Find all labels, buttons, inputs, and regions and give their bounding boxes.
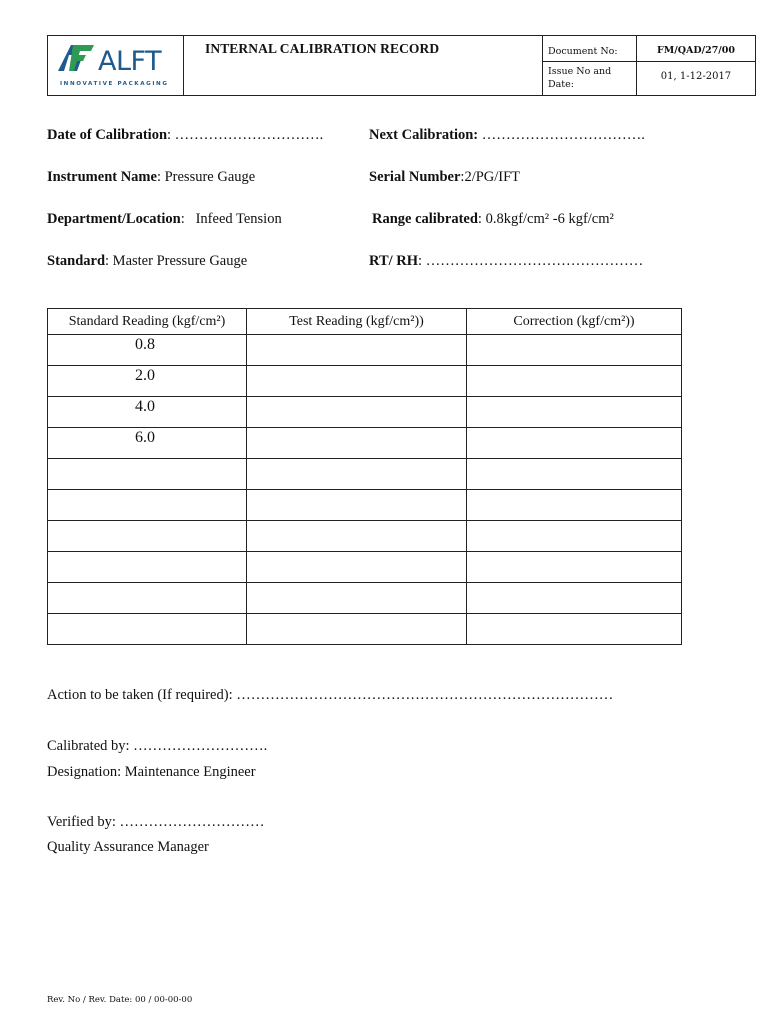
table-row — [48, 459, 682, 490]
standard-reading-cell[interactable] — [48, 552, 247, 583]
table-row — [48, 490, 682, 521]
quality-assurance-manager: Quality Assurance Manager — [47, 839, 209, 855]
test-reading-cell[interactable] — [247, 428, 467, 459]
title-cell — [183, 36, 543, 95]
table-row — [48, 366, 682, 397]
test-reading-cell[interactable] — [247, 583, 467, 614]
date-of-calibration-label: Date of Calibration — [47, 127, 168, 143]
correction-cell[interactable] — [467, 552, 682, 583]
column-header-correction: Correction (kgf/cm²)) — [467, 309, 682, 335]
correction-cell[interactable] — [467, 614, 682, 645]
standard-reading-cell[interactable] — [48, 490, 247, 521]
range-calibrated-value: : 0.8kgf/cm² -6 kgf/cm² — [477, 211, 614, 227]
date-of-calibration-field — [47, 127, 323, 144]
document-number-value: FM/QAD/27/00 — [657, 45, 735, 56]
test-reading-cell[interactable] — [247, 614, 467, 645]
column-header-standard-reading: Standard Reading (kgf/cm²) — [48, 309, 247, 335]
table-row — [48, 397, 682, 428]
correction-cell[interactable] — [467, 397, 682, 428]
logo-wordmark: ALFT — [98, 46, 162, 77]
test-reading-cell[interactable] — [247, 459, 467, 490]
standard-label: Standard — [47, 253, 106, 269]
standard-reading-cell[interactable] — [48, 521, 247, 552]
correction-cell[interactable] — [467, 459, 682, 490]
document-title: INTERNAL CALIBRATION RECORD — [205, 41, 440, 56]
serial-number-label: Serial Number — [369, 169, 461, 185]
standard-value: : Master Pressure Gauge — [105, 253, 248, 269]
table-row — [48, 583, 682, 614]
serial-number-value: :2/PG/IFT — [460, 169, 521, 185]
standard-reading-cell: 4.0 — [48, 397, 247, 428]
correction-cell[interactable] — [467, 366, 682, 397]
standard-reading-cell[interactable] — [48, 583, 247, 614]
calibrated-by: Calibrated by: ………………………. — [47, 738, 268, 754]
column-header-test-reading: Test Reading (kgf/cm²)) — [247, 309, 467, 335]
document-number-label: Document No: — [548, 46, 618, 57]
rt-rh-label: RT/ RH — [369, 253, 419, 269]
revision-footer: Rev. No / Rev. Date: 00 / 00-00-00 — [47, 995, 193, 1005]
issue-value: 01, 1-12-2017 — [660, 71, 732, 82]
document-header — [47, 35, 756, 96]
table-row — [48, 335, 682, 366]
department-label: Department/Location — [47, 211, 181, 227]
issue-row — [542, 62, 755, 95]
standard-reading-cell[interactable] — [48, 459, 247, 490]
next-calibration-value: ……………………………. — [478, 127, 645, 143]
logo-cell — [48, 36, 184, 95]
logo-mark-icon — [58, 43, 98, 71]
standard-field — [47, 253, 247, 270]
issue-label-line1: Issue No and — [548, 66, 612, 77]
test-reading-cell[interactable] — [247, 335, 467, 366]
standard-reading-cell: 0.8 — [48, 335, 247, 366]
table-row — [48, 428, 682, 459]
table-row — [48, 552, 682, 583]
instrument-name-label: Instrument Name — [47, 169, 157, 185]
instrument-name-value: : Pressure Gauge — [156, 169, 256, 185]
serial-number-field — [369, 169, 520, 186]
meta-cell — [542, 36, 755, 95]
standard-reading-cell: 2.0 — [48, 366, 247, 397]
issue-label-line2: Date: — [548, 79, 574, 90]
verified-by: Verified by: ………………………… — [47, 814, 265, 830]
correction-cell[interactable] — [467, 490, 682, 521]
correction-cell[interactable] — [467, 583, 682, 614]
test-reading-cell[interactable] — [247, 397, 467, 428]
designation: Designation: Maintenance Engineer — [47, 764, 256, 780]
table-row — [48, 521, 682, 552]
range-calibrated-label: Range calibrated — [372, 211, 478, 227]
range-calibrated-field — [372, 211, 614, 228]
test-reading-cell[interactable] — [247, 366, 467, 397]
test-reading-cell[interactable] — [247, 490, 467, 521]
document-number-row — [542, 36, 755, 62]
standard-reading-cell[interactable] — [48, 614, 247, 645]
rt-rh-value: : ……………………………………… — [418, 253, 644, 269]
calibration-table — [47, 308, 682, 645]
next-calibration-label: Next Calibration: — [369, 127, 479, 143]
standard-reading-cell: 6.0 — [48, 428, 247, 459]
correction-cell[interactable] — [467, 335, 682, 366]
action-to-be-taken: Action to be taken (If required): …………………………………………………………………… — [47, 687, 614, 703]
logo-tagline: INNOVATIVE PACKAGING — [60, 81, 169, 87]
date-of-calibration-value: : …………………………. — [167, 127, 324, 143]
rt-rh-field — [369, 253, 643, 270]
correction-cell[interactable] — [467, 521, 682, 552]
table-header-row — [48, 309, 682, 335]
instrument-name-field — [47, 169, 255, 186]
test-reading-cell[interactable] — [247, 521, 467, 552]
correction-cell[interactable] — [467, 428, 682, 459]
next-calibration-field — [369, 127, 645, 144]
department-field — [47, 211, 282, 228]
test-reading-cell[interactable] — [247, 552, 467, 583]
department-value: : Infeed Tension — [180, 211, 282, 227]
table-row — [48, 614, 682, 645]
